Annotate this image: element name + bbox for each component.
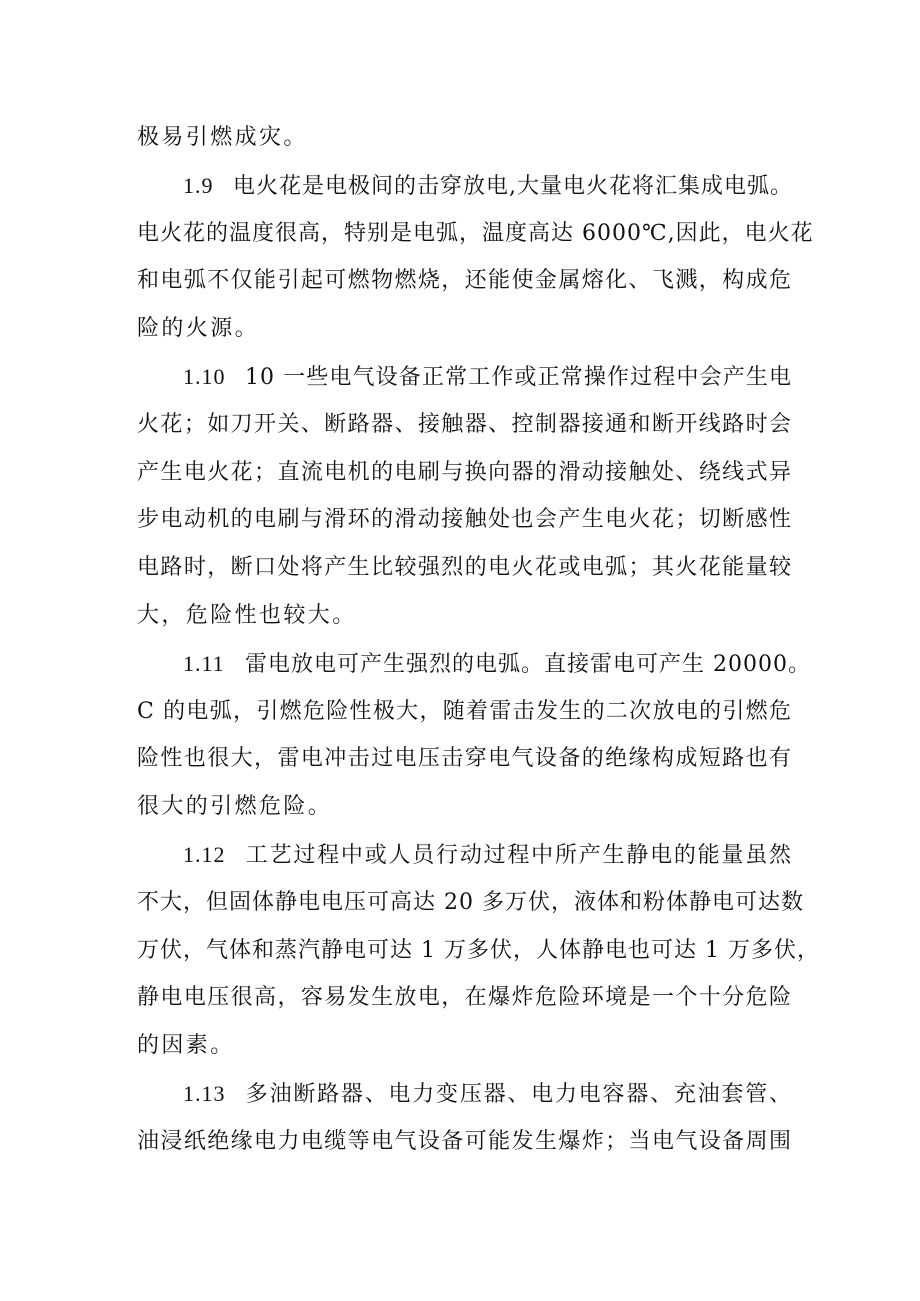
paragraph-line: 险的火源。: [137, 316, 260, 342]
paragraph-1-13-first-line: [137, 1070, 792, 1118]
paragraph-text: 多油断路器、电力变压器、电力电容器、充油套管、: [245, 1081, 792, 1107]
paragraph-1-9-first-line: [137, 162, 792, 210]
paragraph-line: 产生电火花；直流电机的电刷与换向器的滑动接触处、绕线式异: [137, 459, 792, 485]
paragraph-number: 1.12: [183, 841, 226, 867]
paragraph-number: 1.10: [183, 363, 226, 389]
paragraph-line: 险性也很大，雷电冲击过电压击穿电气设备的绝缘构成短路也有: [137, 746, 792, 772]
paragraph-line: 很大的引燃危险。: [137, 794, 333, 820]
paragraph-text: 10 一些电气设备正常工作或正常操作过程中会产生电: [245, 364, 792, 390]
paragraph-line: 火花；如刀开关、断路器、接触器、控制器接通和断开线路时会: [137, 411, 792, 437]
document-body: [137, 114, 820, 1166]
paragraph-line: 不大，但固体静电电压可高达 20 多万伏，液体和粉体静电可达数: [137, 889, 804, 915]
paragraph-line: 电路时，断口处将产生比较强烈的电火花或电弧；其火花能量较: [137, 555, 792, 581]
paragraph-line: 和电弧不仅能引起可燃物燃烧，还能使金属熔化、飞溅，构成危: [137, 268, 792, 294]
paragraph-1-12-first-line: [137, 831, 792, 879]
paragraph-1-10-first-line: [137, 353, 792, 401]
paragraph-text: 工艺过程中或人员行动过程中所产生静电的能量虽然: [245, 842, 792, 868]
paragraph-line: 油浸纸绝缘电力电缆等电气设备可能发生爆炸；当电气设备周围: [137, 1128, 792, 1154]
paragraph-line: 步电动机的电刷与滑环的滑动接触处也会产生电火花；切断感性: [137, 507, 792, 533]
intro-line: 极易引燃成灾。: [137, 125, 308, 150]
paragraph-line: 大，危险性也较大。: [137, 602, 357, 628]
paragraph-text: 雷电放电可产生强烈的电弧。直接雷电可产生 20000。: [245, 651, 811, 677]
paragraph-line: 的因素。: [137, 1033, 235, 1059]
paragraph-number: 1.11: [183, 650, 225, 676]
paragraph-line: 静电电压很高，容易发生放电，在爆炸危险环境是一个十分危险: [137, 985, 792, 1011]
paragraph-number: 1.9: [183, 172, 214, 198]
paragraph-line: C 的电弧，引燃危险性极大，随着雷击发生的二次放电的引燃危: [137, 698, 792, 724]
paragraph-text: 电火花是电极间的击穿放电,大量电火花将汇集成电弧。: [233, 173, 793, 199]
paragraph-line: 电火花的温度很高，特别是电弧，温度高达 6000℃,因此，电火花: [137, 220, 814, 246]
paragraph-1-11-first-line: [137, 640, 811, 688]
paragraph-line: 万伏，气体和蒸汽静电可达 1 万多伏，人体静电也可达 1 万多伏，: [137, 937, 820, 963]
paragraph-number: 1.13: [183, 1080, 226, 1106]
